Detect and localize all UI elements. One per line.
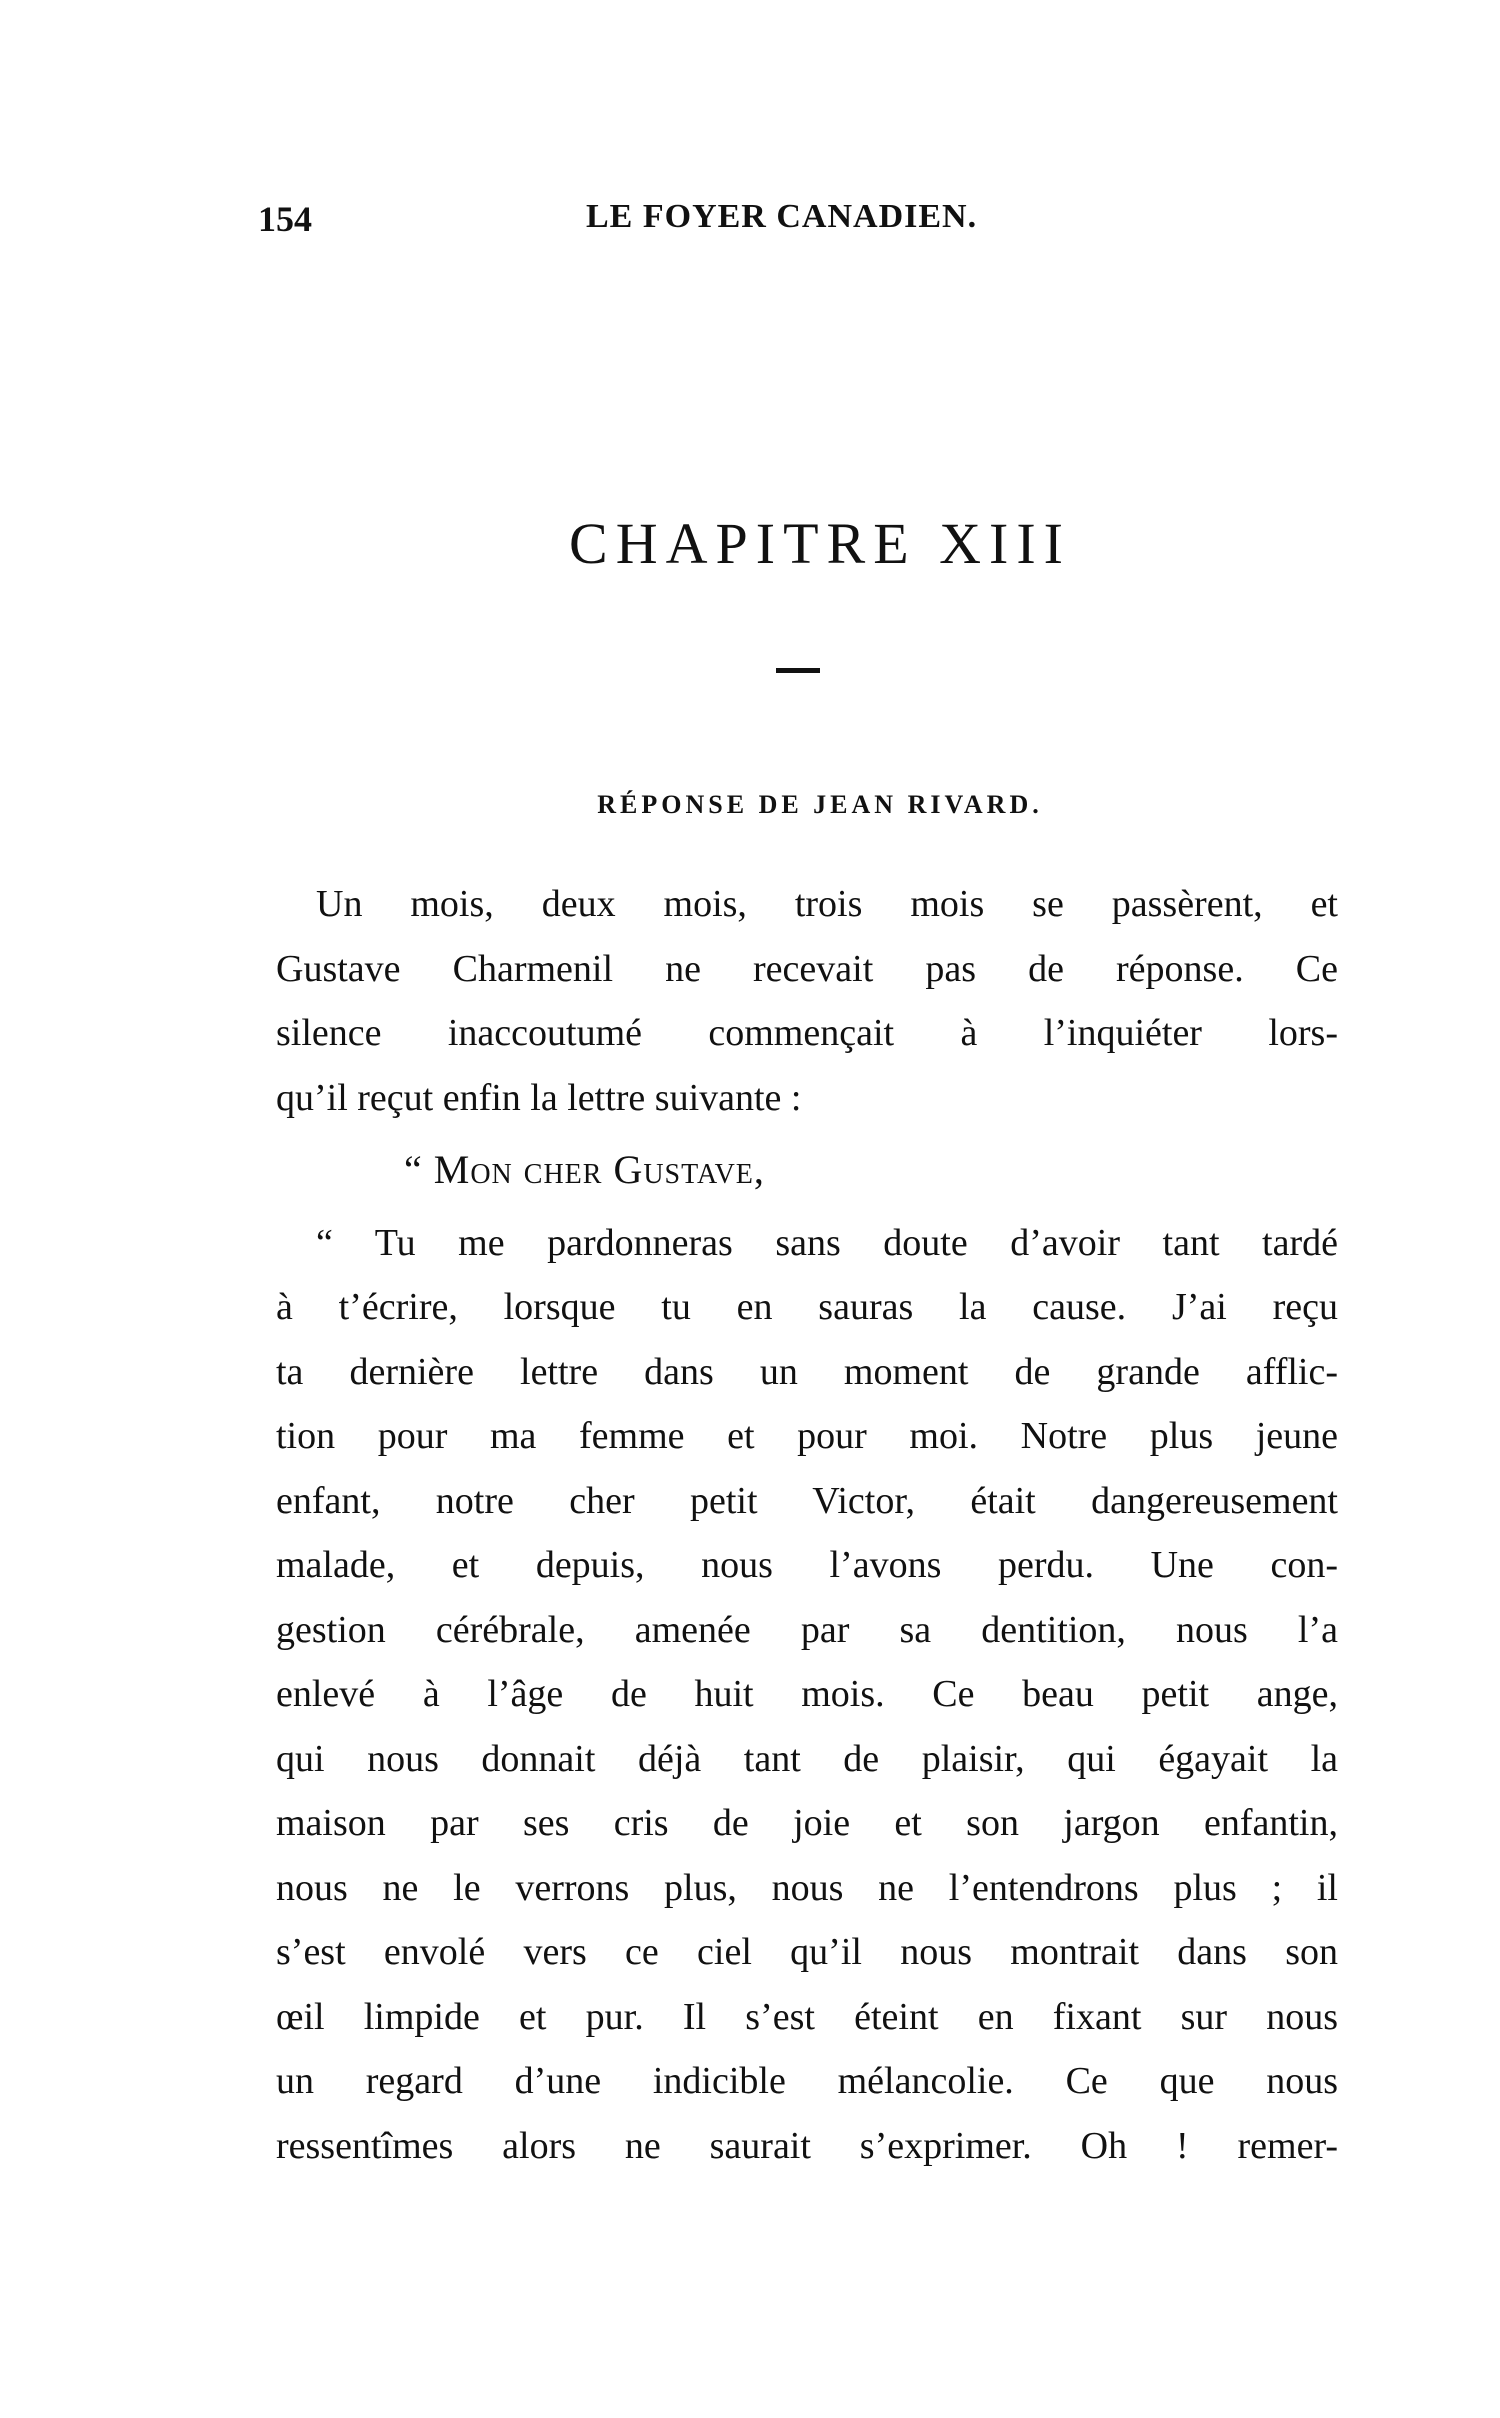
text-line: un regard d’une indicible mélancolie. Ce que nous xyxy=(276,2060,1338,2102)
text-line: Gustave Charmenil ne recevait pas de réponse. Ce xyxy=(276,947,1338,990)
text-line: “ Tu me pardonneras sans doute d’avoir tant tardé xyxy=(316,1221,1338,1264)
text-line: maison par ses cris de joie et son jargon enfantin, xyxy=(276,1802,1338,1844)
text-line: enfant, notre cher petit Victor, était dangereusement xyxy=(276,1479,1338,1522)
running-title: LE FOYER CANADIEN. xyxy=(586,198,978,235)
letter-salutation: “ Mon cher Gustave, xyxy=(404,1147,765,1192)
text-line: ressentîmes alors ne saurait s’exprimer. Oh ! remer- xyxy=(276,2124,1338,2167)
text-line: enlevé à l’âge de huit mois. Ce beau petit ange, xyxy=(276,1673,1338,1715)
text-line: s’est envolé vers ce ciel qu’il nous montrait dans son xyxy=(276,1931,1338,1973)
page-number: 154 xyxy=(258,199,312,239)
text-line: qu’il reçut enfin la lettre suivante : xyxy=(276,1076,802,1119)
text-line: malade, et depuis, nous l’avons perdu. Une con- xyxy=(276,1544,1338,1586)
chapter-rule xyxy=(776,668,820,673)
text-line: qui nous donnait déjà tant de plaisir, qui égayait la xyxy=(276,1737,1338,1780)
chapter-title: CHAPITRE XIII xyxy=(569,511,1071,576)
body-text xyxy=(276,872,1338,2178)
page-header xyxy=(258,198,1348,248)
chapter-subtitle: RÉPONSE DE JEAN RIVARD. xyxy=(597,790,1043,819)
text-line: œil limpide et pur. Il s’est éteint en fixant sur nous xyxy=(276,1995,1338,2038)
text-line: gestion cérébrale, amenée par sa dentition, nous l’a xyxy=(276,1608,1338,1651)
text-line: silence inaccoutumé commençait à l’inquiéter lors- xyxy=(276,1012,1338,1054)
text-line: ta dernière lettre dans un moment de grande afflic- xyxy=(276,1350,1338,1393)
text-line: à t’écrire, lorsque tu en sauras la cause. J’ai reçu xyxy=(276,1286,1338,1328)
text-line: tion pour ma femme et pour moi. Notre plus jeune xyxy=(276,1415,1338,1457)
text-line: Un mois, deux mois, trois mois se passèrent, et xyxy=(316,883,1338,925)
text-line: nous ne le verrons plus, nous ne l’entendrons plus ; il xyxy=(276,1866,1338,1909)
